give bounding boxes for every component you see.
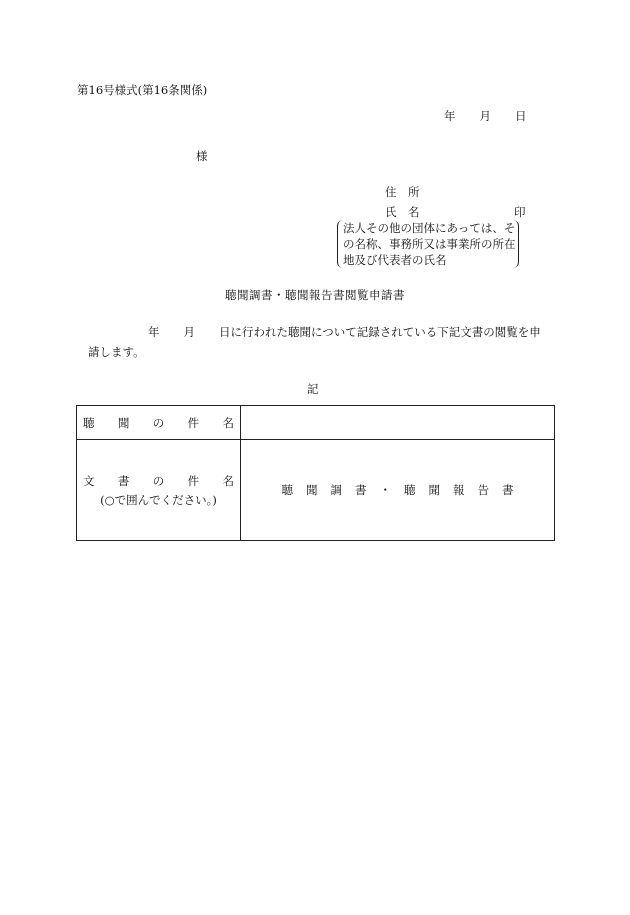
doc-char: 聞 bbox=[306, 483, 318, 497]
doc-char: 書 bbox=[355, 483, 367, 497]
form-number: 第16号様式(第16条関係) bbox=[77, 83, 208, 97]
addressee-honorific: 様 bbox=[196, 149, 208, 163]
doc-char: 聞 bbox=[428, 483, 440, 497]
doc-char: 調 bbox=[330, 483, 342, 497]
body-month-label: 月 bbox=[183, 325, 195, 339]
doc-char: 告 bbox=[477, 483, 489, 497]
label-char: 聞 bbox=[117, 415, 130, 430]
request-table bbox=[76, 405, 555, 541]
document-title: 聴聞調書・聴聞報告書閲覧申請書 bbox=[225, 288, 405, 302]
date-month-label: 月 bbox=[479, 109, 491, 123]
date-day-label: 日 bbox=[515, 109, 527, 123]
request-body-line-2: 請します。 bbox=[88, 345, 145, 359]
label-char: 書 bbox=[117, 473, 130, 488]
applicant-name-label: 氏 名 bbox=[385, 205, 420, 219]
applicant-address-label: 住 所 bbox=[385, 185, 420, 199]
doc-char: 報 bbox=[453, 483, 465, 497]
body-text: 日に行われた聴聞について記録されている下記文書の閲覧を申 bbox=[219, 325, 541, 339]
request-body-line-1 bbox=[148, 327, 541, 339]
doc-char: 書 bbox=[502, 483, 514, 497]
corporation-note-line: 法人その他の団体にあっては、そ bbox=[343, 221, 516, 235]
seal-label: 印 bbox=[514, 205, 526, 219]
ki-heading: 記 bbox=[307, 382, 319, 396]
document-type-cell[interactable] bbox=[241, 440, 555, 541]
circle-instruction-note: (○で囲んでください。) bbox=[100, 492, 217, 507]
corporation-note-line: 地及び代表者の氏名 bbox=[343, 253, 447, 267]
date-line bbox=[444, 111, 527, 123]
document-subject-label-cell bbox=[77, 440, 241, 541]
label-char: 聴 bbox=[83, 415, 95, 430]
label-char: の bbox=[152, 415, 165, 430]
corporation-note-line: の名称、事務所又は事業所の所在 bbox=[343, 237, 516, 251]
document-type-options bbox=[241, 482, 554, 498]
corporation-note bbox=[337, 220, 519, 268]
body-year-label: 年 bbox=[148, 325, 160, 339]
label-char: 名 bbox=[222, 415, 234, 430]
table-row bbox=[77, 406, 555, 440]
label-char: 件 bbox=[187, 473, 200, 488]
date-year-label: 年 bbox=[444, 109, 456, 123]
table-row bbox=[77, 440, 555, 541]
doc-char: 聴 bbox=[404, 483, 416, 497]
doc-char: 聴 bbox=[281, 483, 293, 497]
hearing-subject-label-cell bbox=[77, 406, 241, 440]
label-char: 名 bbox=[222, 473, 234, 488]
hearing-subject-input-cell[interactable] bbox=[241, 406, 555, 440]
doc-char: ・ bbox=[379, 483, 391, 497]
label-char: 件 bbox=[187, 415, 200, 430]
label-char: 文 bbox=[83, 473, 95, 488]
label-char: の bbox=[152, 473, 165, 488]
